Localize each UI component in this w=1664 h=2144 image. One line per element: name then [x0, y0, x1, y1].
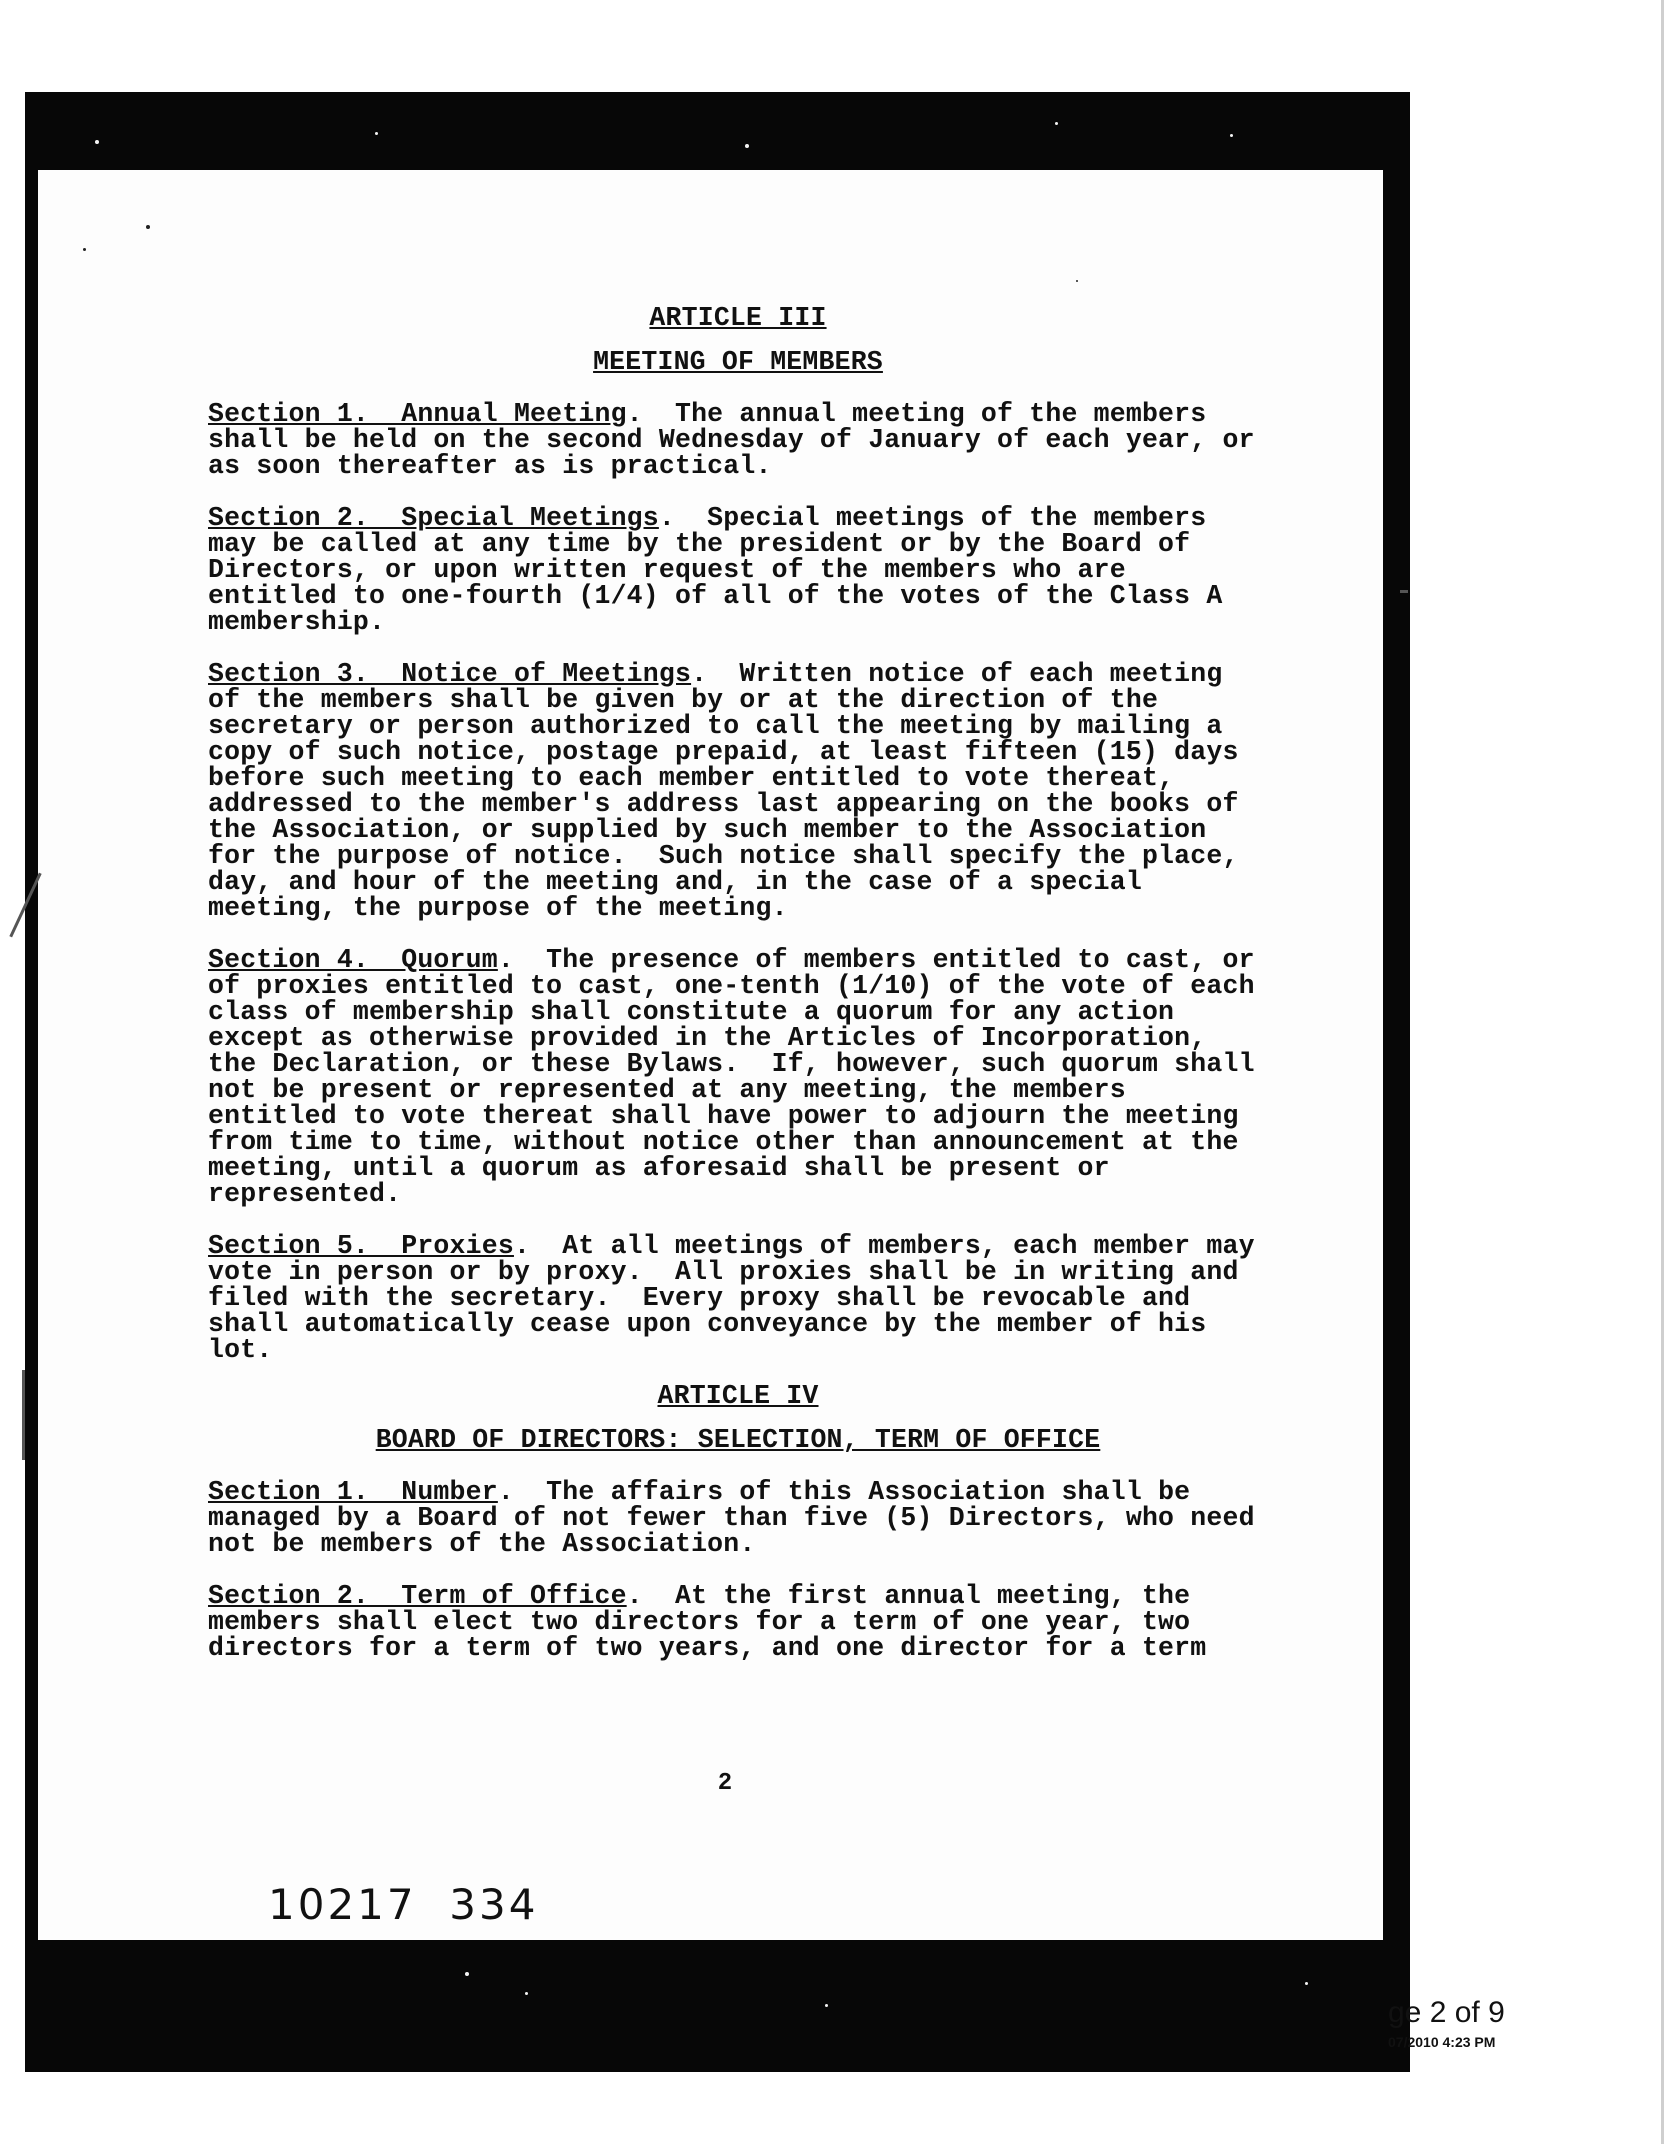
scan-speck	[1305, 1982, 1308, 1985]
section-label: Section 4. Quorum	[208, 945, 498, 975]
section-text: . Special meetings of the members may be called at any time by the president or by the Board of Directors, or upon written request of the members who are entitled to one-fourth (1/4) of all of the votes of the Class A membership.	[208, 503, 1239, 637]
scan-speck	[465, 1972, 469, 1976]
scan-speck	[825, 2004, 828, 2007]
section-label: Section 1. Number	[208, 1477, 498, 1507]
article-iii-section-2	[208, 505, 1268, 635]
article-iii-title: MEETING OF MEMBERS	[593, 347, 883, 377]
scan-speck	[1230, 134, 1233, 137]
section-label: Section 2. Term of Office	[208, 1581, 627, 1611]
scan-speck	[525, 1992, 528, 1995]
section-text: . The presence of members entitled to cast, or of proxies entitled to cast, one-tenth (1/10) of the vote of each class of membership shall constitute a quorum for any action except as otherwise provided in the Articles of Incorporation, the Declaration, or these Bylaws. If, however, such quorum shall not be present or represented at any meeting, the members entitled to vote thereat shall have power to adjourn the meeting from time to time, without notice other than announcement at the meeting, until a quorum as aforesaid shall be present or represented.	[208, 945, 1271, 1209]
scan-speck	[1055, 122, 1058, 125]
section-text: . Written notice of each meeting of the members shall be given by or at the direction of the secretary or person authorized to call the meeting by mailing a copy of such notice, postage prepaid, at least fifteen (15) days before such meeting to each member entitled to vote thereat, addressed to the member's address last appearing on the books of the Association, or supplied by such member to the Association for the purpose of notice. Such notice shall specify the place, day, and hour of the meeting and, in the case of a special meeting, the purpose of the meeting.	[208, 659, 1255, 923]
scan-speck	[745, 144, 749, 148]
section-label: Section 5. Proxies	[208, 1231, 514, 1261]
article-iv-section-2	[208, 1583, 1268, 1661]
scan-speck	[146, 225, 150, 229]
scan-speck	[375, 132, 378, 135]
scan-edge-mark	[22, 1370, 25, 1460]
article-iii-section-3	[208, 661, 1268, 921]
section-text: . The annual meeting of the members shall be held on the second Wednesday of January of each year, or as soon thereafter as is practical.	[208, 399, 1271, 481]
fax-timestamp: 07/2010 4:23 PM	[1388, 2034, 1496, 2050]
section-label: Section 1. Annual Meeting	[208, 399, 627, 429]
article-iii-section-4	[208, 945, 1271, 1209]
article-iv-heading: ARTICLE IV	[657, 1381, 819, 1411]
scan-speck	[83, 248, 86, 251]
fax-page-indicator: ge 2 of 9	[1388, 1996, 1505, 2029]
page-number: 2	[717, 1770, 733, 1797]
scan-speck	[1076, 280, 1078, 282]
article-iv-title: BOARD OF DIRECTORS: SELECTION, TERM OF OFFICE	[375, 1425, 1101, 1455]
section-label: Section 2. Special Meetings	[208, 503, 659, 533]
scan-edge-mark	[1400, 590, 1408, 593]
section-text: . At all meetings of members, each member may vote in person or by proxy. All proxies shall be in writing and filed with the secretary. Every proxy shall be revocable and shall automatically cease upon conveyance by the member of his lot.	[208, 1231, 1271, 1365]
section-label: Section 3. Notice of Meetings	[208, 659, 692, 689]
scan-speck	[95, 140, 99, 144]
section-text: . At the first annual meeting, the members shall elect two directors for a term of one year, two directors for a term of two years, and one director for a term	[208, 1581, 1207, 1663]
article-iv-section-1	[208, 1477, 1271, 1559]
section-text: . The affairs of this Association shall be managed by a Board of not fewer than five (5) Directors, who need not be members of the Association.	[208, 1477, 1271, 1559]
article-iii-heading: ARTICLE III	[649, 303, 827, 333]
article-iii-section-1	[208, 399, 1271, 481]
document-body	[208, 303, 1271, 1687]
recording-stamp: 10217 334	[268, 1880, 539, 1929]
article-iii-section-5	[208, 1231, 1271, 1365]
